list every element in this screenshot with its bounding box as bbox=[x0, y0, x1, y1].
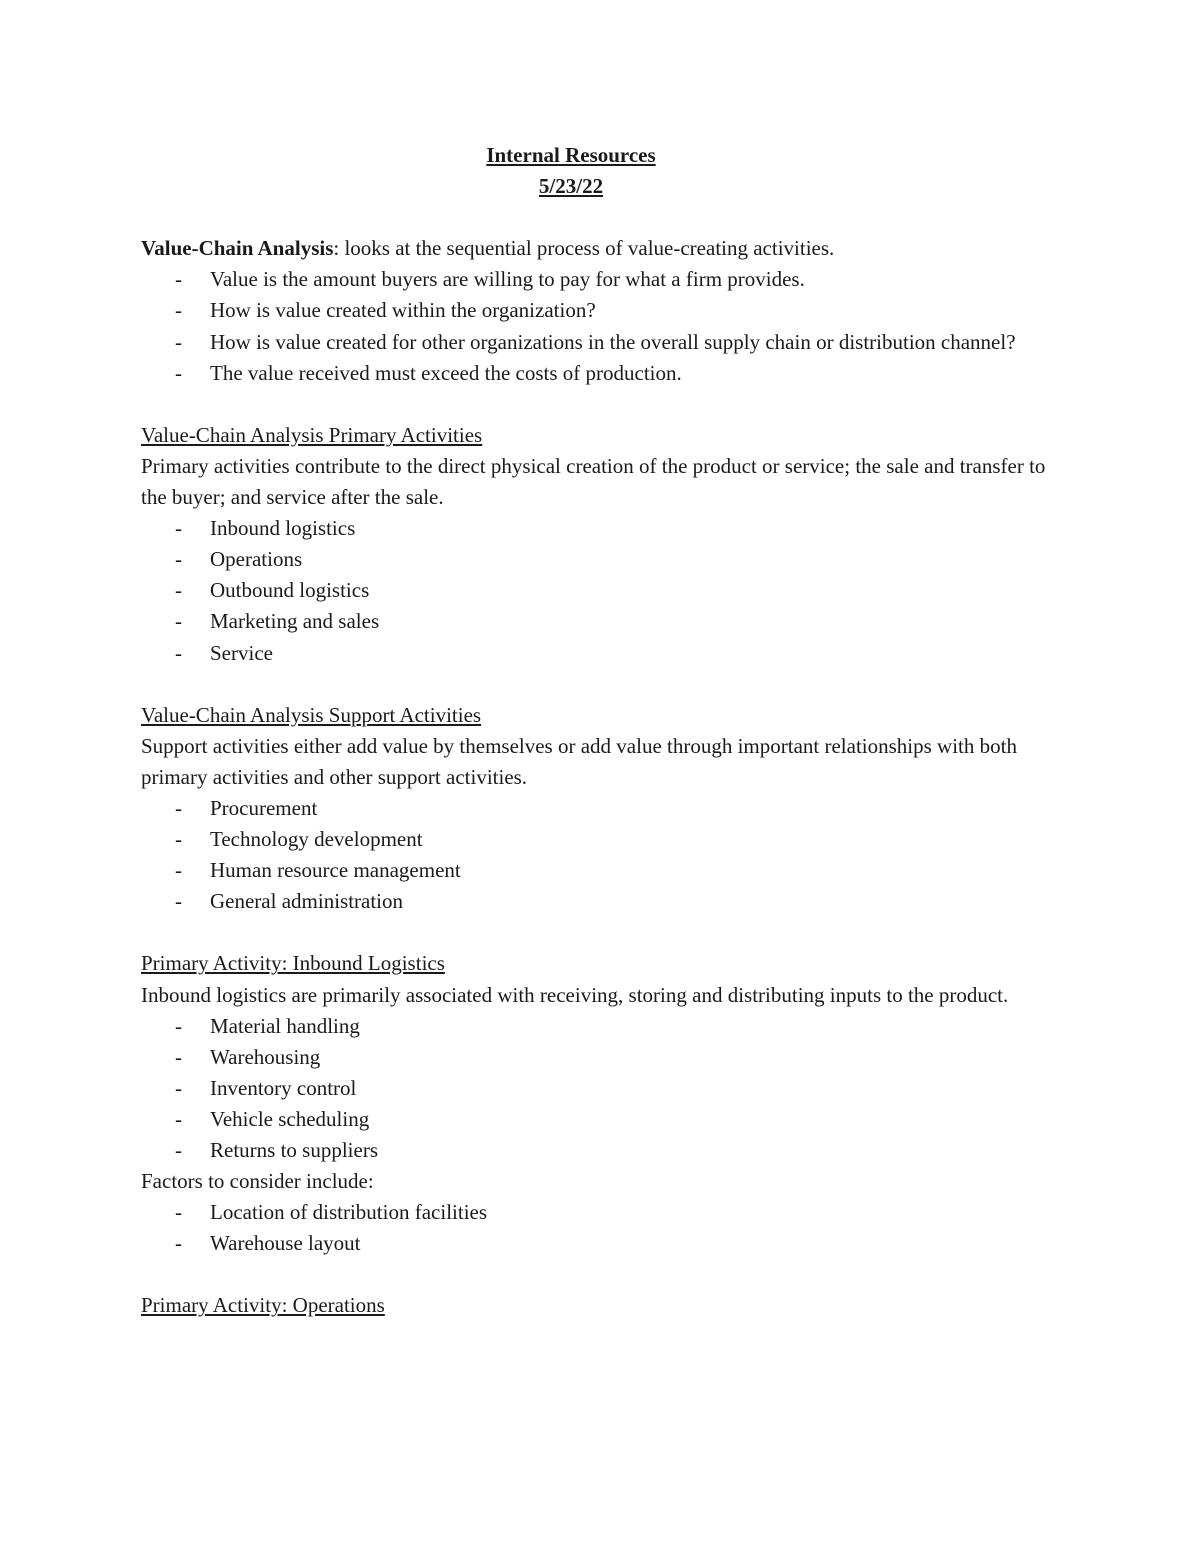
dash-bullet: - bbox=[175, 360, 182, 385]
operations-heading: Primary Activity: Operations bbox=[141, 1293, 385, 1318]
list-item bbox=[141, 886, 1061, 917]
list-item-text: Location of distribution facilities bbox=[210, 1200, 488, 1225]
list-item-text: Human resource management bbox=[210, 858, 461, 883]
dash-bullet: - bbox=[175, 329, 182, 354]
list-item bbox=[141, 575, 1061, 606]
support-activities-text: Support activities either add value by themselves or add value through important relationships with both primary activities and other support activities. bbox=[141, 733, 1017, 789]
support-activities-list bbox=[141, 793, 1061, 917]
list-item-text: Marketing and sales bbox=[210, 609, 380, 634]
intro-definition-text: : looks at the sequential process of value-creating activities. bbox=[333, 236, 835, 261]
inbound-logistics-text: Inbound logistics are primarily associated with receiving, storing and distributing inputs to the product. bbox=[141, 982, 1009, 1007]
dash-bullet: - bbox=[175, 298, 182, 323]
list-item bbox=[141, 1011, 1061, 1042]
list-item bbox=[141, 855, 1061, 886]
intro-term: Value-Chain Analysis bbox=[141, 236, 334, 261]
list-item bbox=[141, 1197, 1061, 1228]
dash-bullet: - bbox=[175, 1106, 182, 1131]
inbound-logistics-list bbox=[141, 1011, 1061, 1166]
dash-bullet: - bbox=[175, 1138, 182, 1162]
list-item-text: How is value created for other organizations in the overall supply chain or distribution channel? bbox=[210, 329, 1016, 354]
dash-bullet: - bbox=[175, 640, 182, 665]
factors-list bbox=[141, 1197, 1061, 1259]
list-item-text: Inventory control bbox=[210, 1075, 357, 1100]
dash-bullet: - bbox=[175, 795, 182, 820]
spacer bbox=[141, 1259, 1061, 1290]
list-item-text: Inbound logistics bbox=[210, 516, 356, 541]
dash-bullet: - bbox=[175, 889, 182, 914]
list-item bbox=[141, 1042, 1061, 1073]
list-item bbox=[141, 824, 1061, 855]
primary-activities-text: Primary activities contribute to the direct physical creation of the product or service; the sale and transfer to the buyer; and service after the sale. bbox=[141, 453, 1046, 510]
list-item-text: Outbound logistics bbox=[210, 578, 370, 603]
support-activities-heading: Value-Chain Analysis Support Activities bbox=[141, 702, 482, 727]
dash-bullet: - bbox=[175, 858, 182, 883]
dash-bullet: - bbox=[175, 1231, 182, 1256]
dash-bullet: - bbox=[175, 547, 182, 572]
factors-label: Factors to consider include: bbox=[141, 1169, 374, 1194]
list-item-text: How is value created within the organization? bbox=[210, 298, 596, 323]
spacer bbox=[141, 202, 1061, 233]
list-item-text: Warehousing bbox=[210, 1044, 321, 1069]
list-item-text: Warehouse layout bbox=[210, 1231, 361, 1256]
dash-bullet: - bbox=[175, 516, 182, 541]
list-item bbox=[141, 264, 1061, 295]
spacer bbox=[141, 389, 1061, 420]
list-item-text: Technology development bbox=[210, 827, 423, 852]
dash-bullet: - bbox=[175, 1013, 182, 1038]
intro-definition bbox=[141, 233, 1061, 264]
list-item bbox=[141, 327, 1061, 358]
list-item bbox=[141, 1135, 1061, 1166]
dash-bullet: - bbox=[175, 1075, 182, 1100]
list-item-text: General administration bbox=[210, 889, 404, 914]
dash-bullet: - bbox=[175, 578, 182, 603]
list-item bbox=[141, 1228, 1061, 1259]
list-item bbox=[141, 793, 1061, 824]
list-item bbox=[141, 1104, 1061, 1135]
list-item bbox=[141, 295, 1061, 326]
list-item-text: The value received must exceed the costs of production. bbox=[210, 360, 682, 385]
spacer bbox=[141, 917, 1061, 948]
dash-bullet: - bbox=[175, 827, 182, 852]
list-item bbox=[141, 358, 1061, 389]
dash-bullet: - bbox=[175, 267, 182, 292]
document-title: Internal Resources bbox=[486, 143, 656, 167]
list-item-text: Vehicle scheduling bbox=[210, 1106, 370, 1131]
document-date: 5/23/22 bbox=[538, 174, 604, 199]
intro-bullet-list bbox=[141, 264, 1061, 388]
dash-bullet: - bbox=[175, 1200, 182, 1225]
list-item bbox=[141, 513, 1061, 544]
inbound-logistics-heading: Primary Activity: Inbound Logistics bbox=[141, 951, 445, 976]
primary-activities-list bbox=[141, 513, 1061, 668]
list-item bbox=[141, 606, 1061, 637]
list-item bbox=[141, 1073, 1061, 1104]
list-item-text: Operations bbox=[210, 547, 303, 572]
document-page bbox=[141, 140, 1061, 1322]
list-item bbox=[141, 638, 1061, 669]
list-item bbox=[141, 544, 1061, 575]
list-item-text: Procurement bbox=[210, 795, 318, 820]
dash-bullet: - bbox=[175, 1044, 182, 1069]
spacer bbox=[141, 669, 1061, 700]
list-item-text: Material handling bbox=[210, 1013, 360, 1038]
list-item-text: Service bbox=[210, 640, 273, 665]
dash-bullet: - bbox=[175, 609, 182, 634]
list-item-text: Returns to suppliers bbox=[210, 1138, 378, 1162]
primary-activities-heading: Value-Chain Analysis Primary Activities bbox=[141, 422, 483, 447]
list-item-text: Value is the amount buyers are willing to pay for what a firm provides. bbox=[210, 267, 805, 292]
